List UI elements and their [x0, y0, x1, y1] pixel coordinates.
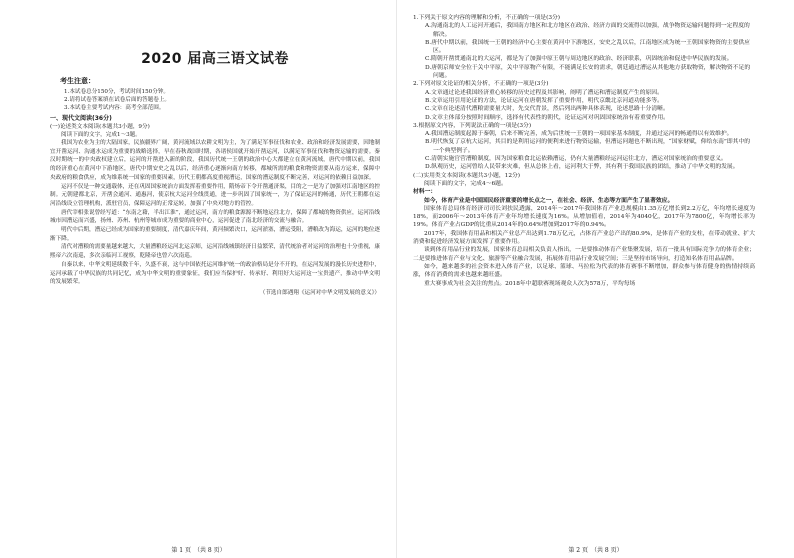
subsection-heading: (一)论述类文本阅读(本题共3小题，9分)	[50, 124, 150, 130]
reading-instruction: 阅读下面的文字，完成1～3题。	[61, 132, 141, 138]
page-footer: 第 2 页 （共 8 页）	[568, 547, 623, 554]
left-column	[50, 14, 380, 298]
answer-option: C.清朝实施官营漕粮制度，因为国家粮食北运依赖漕运，仍有大量漕粮经运河运往北方，漕运对国家统治的重要意义。	[425, 156, 727, 163]
answer-option: D.文章主体部分按照时间顺序，选择有代表性的朝代，论证运河对巩固国家统治有着重要作用。	[425, 114, 669, 121]
notice-item: 3.本试卷主要考试内容：高考全部范围。	[64, 105, 165, 111]
passage-paragraph: 明代中后期，漕运已经成为国家的重要制度，清代嘉庆年间，黄河频繁决口，运河淤塞，漕运受阻，漕粮改为海运，运河的地位逐渐下降。	[50, 227, 380, 242]
answer-option: B.唐代中期以前，我国统一王朝的经济中心主要在黄河中下游地区，安史之乱以后，江南地区成为统一王朝国家物资的主要供应区。	[425, 39, 750, 55]
notice-item: 1.本试卷总分150分，考试时间150分钟。	[64, 89, 170, 95]
right-column	[413, 14, 755, 288]
material-paragraph: 谈到体育用品行业的发展，国家体育总局相关负责人指出，一是要推动体育产业集聚发展，培育一批具有国际竞争力的体育企业；二是要推进体育产业与文化、旅游等产业融合发展，拓展体育用品行业发展空间；三是坚持市场导向，打造知名体育用品品牌。	[413, 247, 755, 262]
passage-paragraph: 自秦以来，中华文明延续数千年，久盛不衰，这与中国依托运河维护统一的政治格局是分不开的，在运河发展的漫长历史进程中，运河承载了中华民族的共同记忆，成为中华文明的重要象征，我们应当保护好、传承好、利用好大运河这一宝贵遗产，推动中华文明的发展繁荣。	[50, 261, 380, 286]
material-paragraph: 国家体育总局体育经济司司长刘扶民透露，2014年～2017年我国体育产业总规模由1.35万亿增长到2.2万亿，年均增长速度为18%，而2006年～2013年体育产业年均增长速度为16%。从增加值看，2014年为4040亿，2017年为7800亿，年均增长率为19%。体育产业占GDP的比重从2014年的0.64%增加到2017年的0.94%。	[413, 205, 755, 229]
material-paragraph: 如今，越来越多的社会资本进入体育产业，以足球、篮球、马拉松为代表的体育赛事不断增加，群众参与体育健身的热情持续高涨，体育消费的需求也越来越旺盛。	[413, 263, 755, 279]
passage-paragraph: 唐代宰相张说曾经写道：“东南之藉，半出江淮”，通过运河，南方的粮食源源不断地运往北方，保障了都城的物资供应，运河沿线城市因漕运而兴盛，扬州、苏州、杭州等城市成为重要的商业中心，运河促进了南北经济的交流与融合。	[50, 209, 380, 225]
answer-option: C.文章在论述清代漕粮需要量大时，先交代背景，然后列出两种具体表现，论述思路十分清晰。	[425, 106, 669, 113]
notice-item: 2.请将试卷答案填在试卷后面的答题卷上。	[64, 97, 171, 103]
material-paragraph: 重大赛事成为社会关注的焦点。2018年中超联赛现场观众人次为578万，平均每场	[424, 280, 636, 287]
material-paragraph: 2017年，我国体育用品和相关产业总产出达到1.78万亿元，占体育产业总产出的80.9%，是体育产业的支柱，在带动就业、扩大消费和促进经济发展方面发挥了重要作用。	[413, 230, 755, 246]
answer-option: C.隋朝开凿贯通南北的大运河，都是为了加强中原王朝与周边地区的政治、经济联系，巩固统治和促进中华民族的发展。	[425, 56, 733, 63]
question-1: 1.下列关于原文内容的理解和分析，不正确的一项是(3分)	[413, 15, 561, 21]
exam-title: 2020 届高三语文试卷	[141, 51, 289, 67]
source-credit: （节选自郎遇翔《运河对中华文明发展的意义》）	[259, 289, 380, 296]
answer-option: D.唐朝京师安全位于关中平原，关中平原物产有限，不能满足长安的需求，朝廷通过漕运从其他地方获取物资，解决物资不足的问题。	[425, 64, 751, 80]
subsection-heading: (二)实用类文本阅读(本题共3小题，12分)	[413, 172, 521, 179]
reading-instruction: 阅读下面的文字，完成4～6题。	[424, 180, 507, 187]
passage-paragraph: 运河不仅是一种交通载体，还在巩固国家统治方面发挥着重要作用，隋炀帝下令开凿通济渠，目的之一是为了加强对江南地区的控制。元朝建都北京，开凿会通河、通惠河，使京杭大运河全线贯通，进一步巩固了国家统一，为了保证运河的畅通，历代王朝都在运河沿线设立管理机构，派驻官员，保障运河的正常运转，加强了中央对地方的管控。	[50, 183, 380, 207]
answer-option: A.我国漕运制度起源于秦朝，后来不断完善，成为后世统一王朝的一项国家基本制度，并通过运河的畅通得以有效维护。	[425, 131, 733, 138]
material-title: 材料一：	[413, 189, 437, 196]
answer-option: B.明代恢复了京杭大运河，其目的是利用运河的便利来进行物资运输，但漕运问题也不断出现，“国家财赋，仰给东南”即其中的一个典型例子。	[425, 139, 751, 154]
passage-paragraph: 清代对漕粮的需要量越来越大，大量漕粮经运河北运京师，运河沿线城镇经济日益繁荣，清代统治者对运河的治理也十分重视，康熙帝六次南巡，多次亲临河工视察，乾隆帝也曾六次南巡。	[50, 244, 380, 260]
answer-option: B.文章运用引用论证的方法，论证运河在唐朝发挥了重要作用，明代京畿北京河道功能多等。	[425, 97, 663, 104]
right-page	[397, 0, 794, 558]
question-2: 2.下列对原文论证的相关分析，不正确的一项是(3分)	[413, 81, 549, 88]
passage-paragraph: 我国为农业为主的大陆国家，民族疆界广阔，黄河流域以农耕文明为主，为了满足军事征伐和农业、政治和经济发展需要，因地制宜开凿运河、沟通水运成为重要的战略选择，早在春秋战国时期，各诸侯国就开始开凿运河，以满足军事征伐和物资运输的需要。秦汉时期统一的中央政权建立后，运河的开凿进入新的阶段，我国历代统一王朝的政治中心大都建立在黄河流域，唐代中期以前，我国的经济重心在黄河中下游地区，唐代中期安史之乱以后，经济重心逐渐向南方转移，都城所需的粮食和物资需要从南方运来，保障中央政府的粮食供应，成为维系统一国家的重要因素，历代王朝都高度重视漕运，国家的漕运制度不断完善，对运河的依赖日益加深。	[50, 140, 380, 181]
page-footer: 第 1 页 （共 8 页）	[171, 547, 226, 554]
section-heading: 一、现代文阅读(36分)	[50, 115, 112, 122]
answer-option: A.沟通南北的人工运河开通后，我国南方地区和北方地区在政治、经济方面的交流得以加强，战争物资运输问题得到一定程度的解决。	[425, 23, 750, 38]
answer-option: A.文章通过论述我国经济重心转移的历史过程及其影响，阐明了漕运和漕运制度产生的原因。	[425, 89, 663, 96]
material-intro: 如今，体育产业是中国国民经济重要的增长点之一，在社会、经济、生态等方面产生了显著效应。	[424, 197, 674, 204]
question-3: 3.根据原文内容，下列说法正确的一项是(3分)	[413, 122, 532, 129]
answer-option: D.纵观历史，运河曾给人民带来灾难，但从总体上看，运河利大于弊，其有利于我国民族的团结，推动了中华文明的发展。	[425, 164, 739, 171]
notice-heading: 考生注意：	[60, 77, 95, 85]
